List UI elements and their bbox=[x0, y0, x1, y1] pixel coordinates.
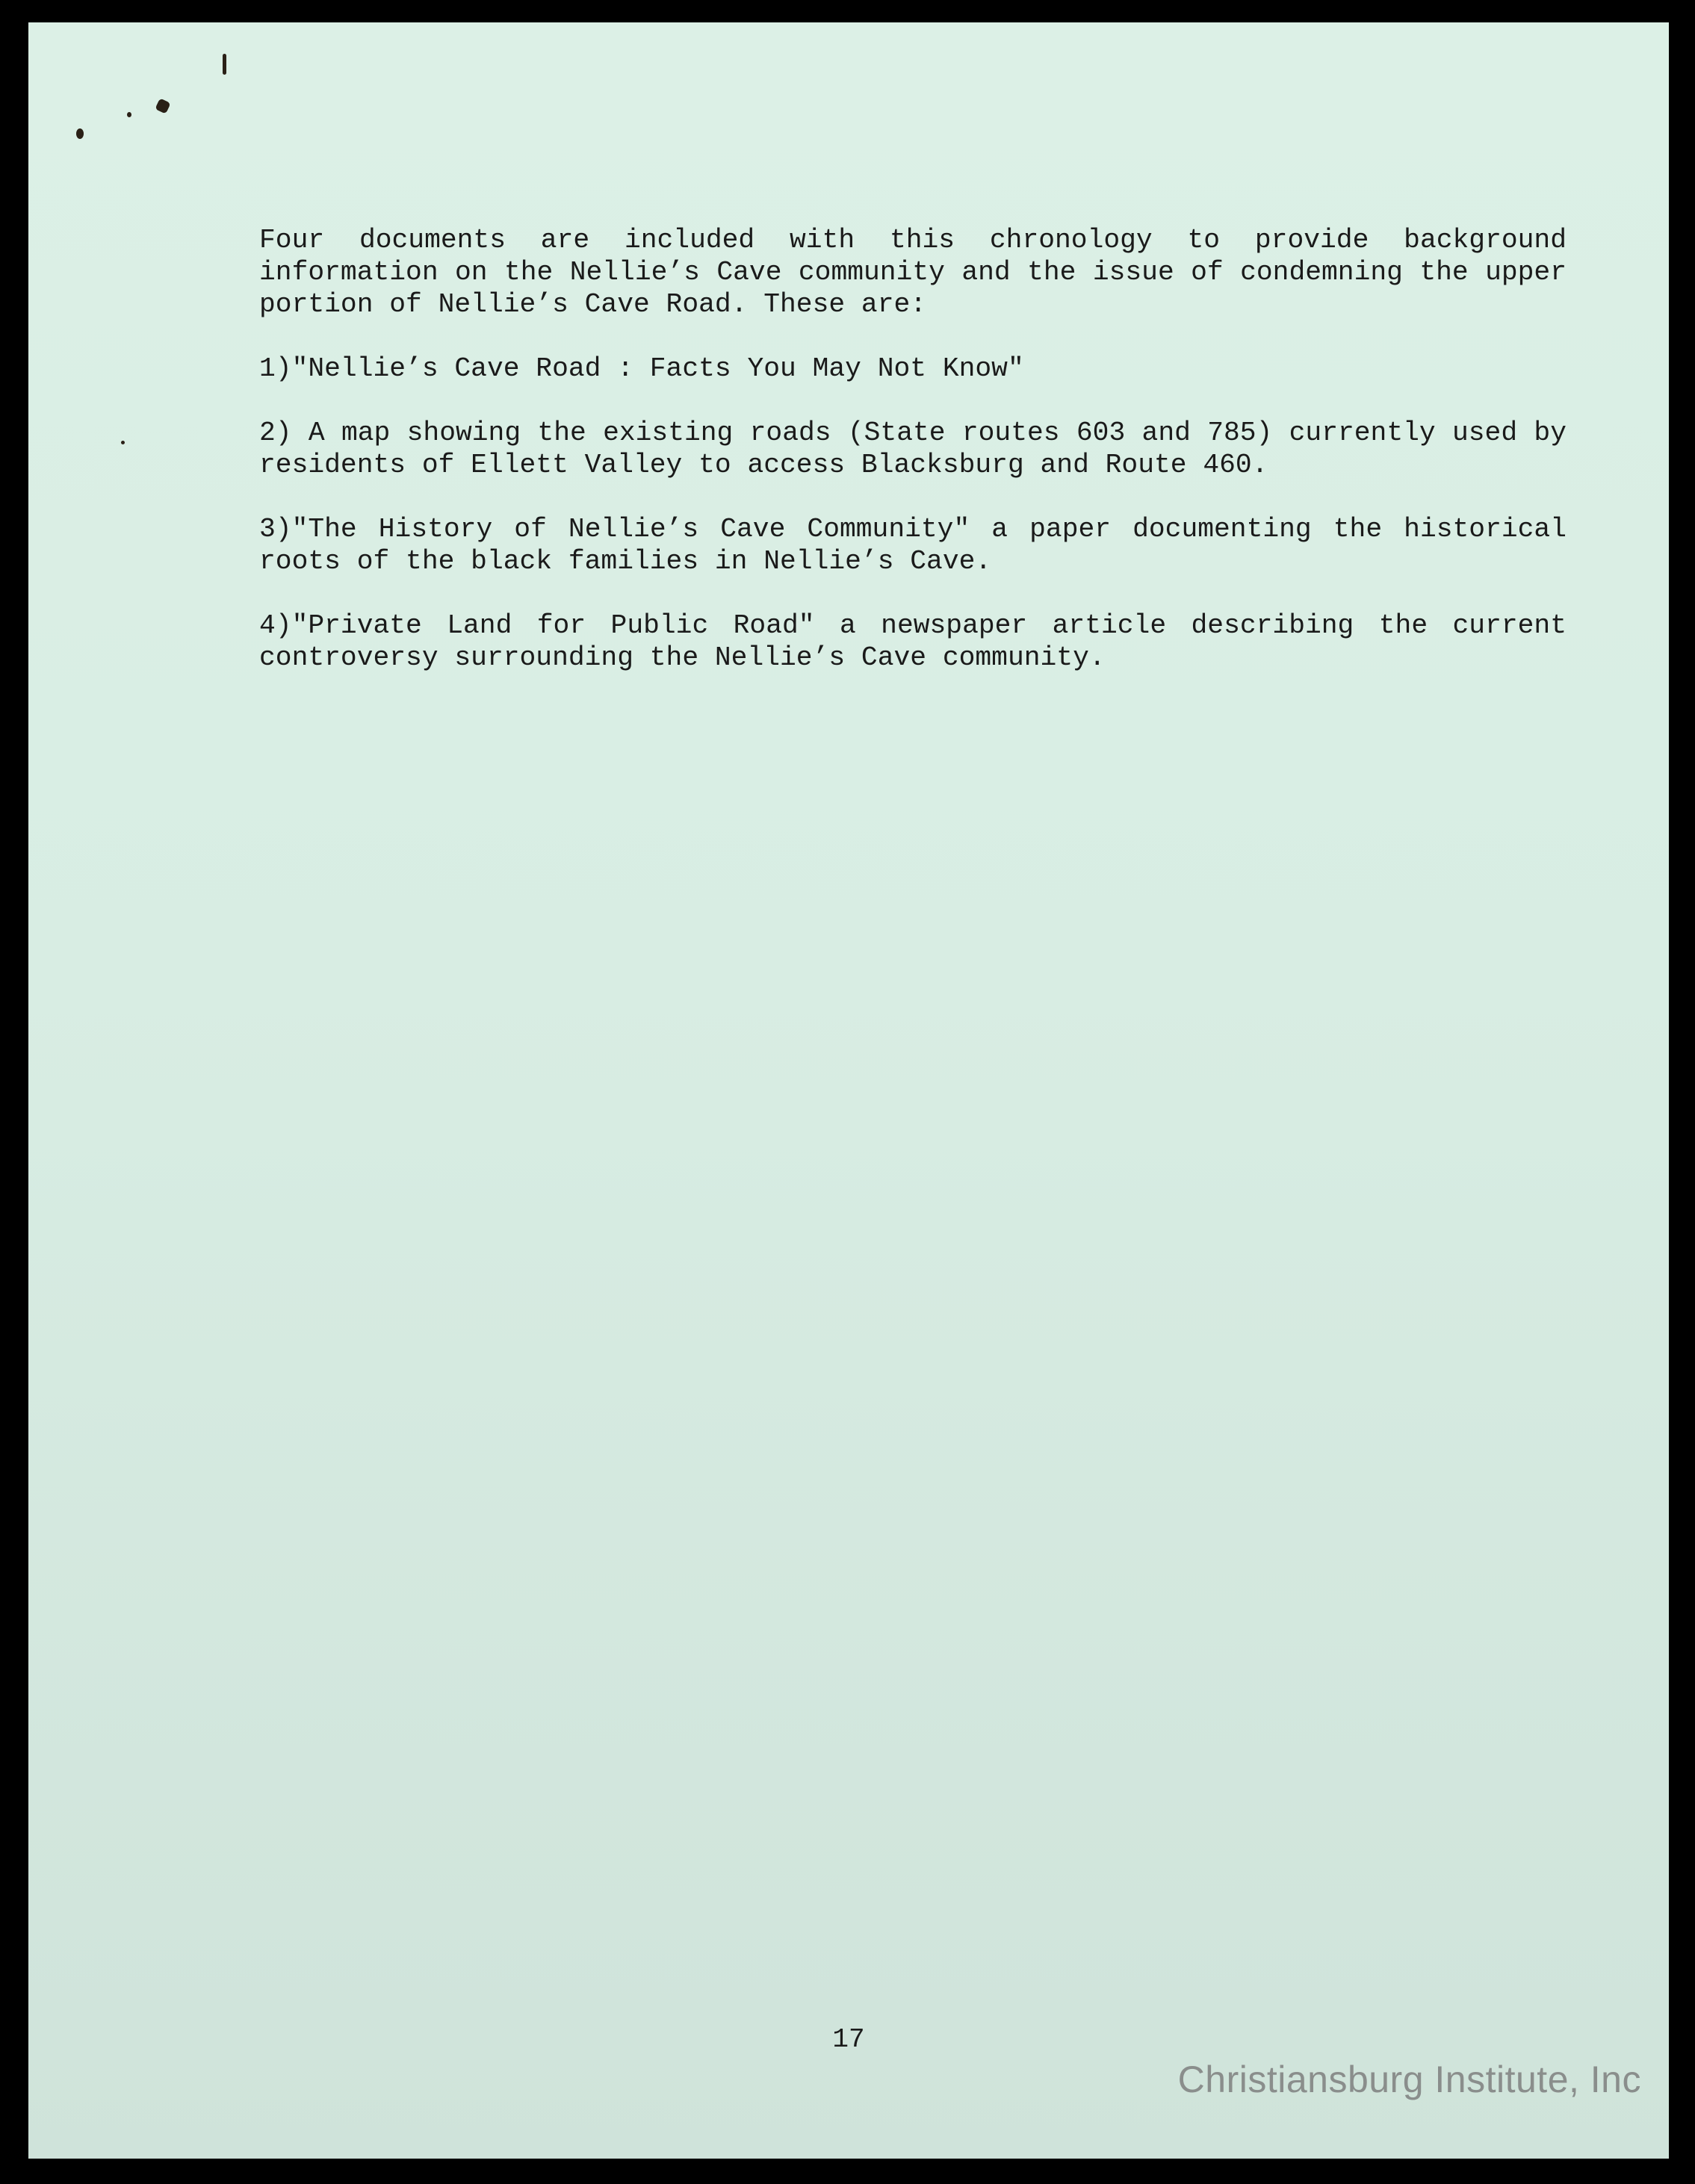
document-body bbox=[259, 224, 1567, 706]
ink-speck bbox=[155, 98, 170, 114]
ink-speck bbox=[223, 54, 226, 75]
ink-speck bbox=[127, 112, 131, 117]
ink-speck bbox=[76, 128, 84, 139]
list-item-2: 2) A map showing the existing roads (State routes 603 and 785) currently used by residents of Ellett Valley to access Blacksburg and Route 460. bbox=[259, 418, 1567, 480]
ink-speck bbox=[121, 441, 125, 444]
page-number: 17 bbox=[832, 2024, 865, 2055]
list-item-1: 1)"Nellie’s Cave Road : Facts You May Not Know" bbox=[259, 353, 1024, 384]
list-item-4: 4)"Private Land for Public Road" a newspaper article describing the current controversy surrounding the Nellie’s Cave community. bbox=[259, 610, 1567, 673]
paper-sheet bbox=[28, 22, 1669, 2159]
watermark: Christiansburg Institute, Inc bbox=[1177, 2059, 1641, 2100]
list-item-3: 3)"The History of Nellie’s Cave Community" a paper documenting the historical roots of the black families in Nellie’s Cave. bbox=[259, 514, 1567, 577]
intro-paragraph: Four documents are included with this chronology to provide background information on the Nellie’s Cave community and the issue of condemning the upper portion of Nellie’s Cave Road. These are: bbox=[259, 225, 1567, 320]
